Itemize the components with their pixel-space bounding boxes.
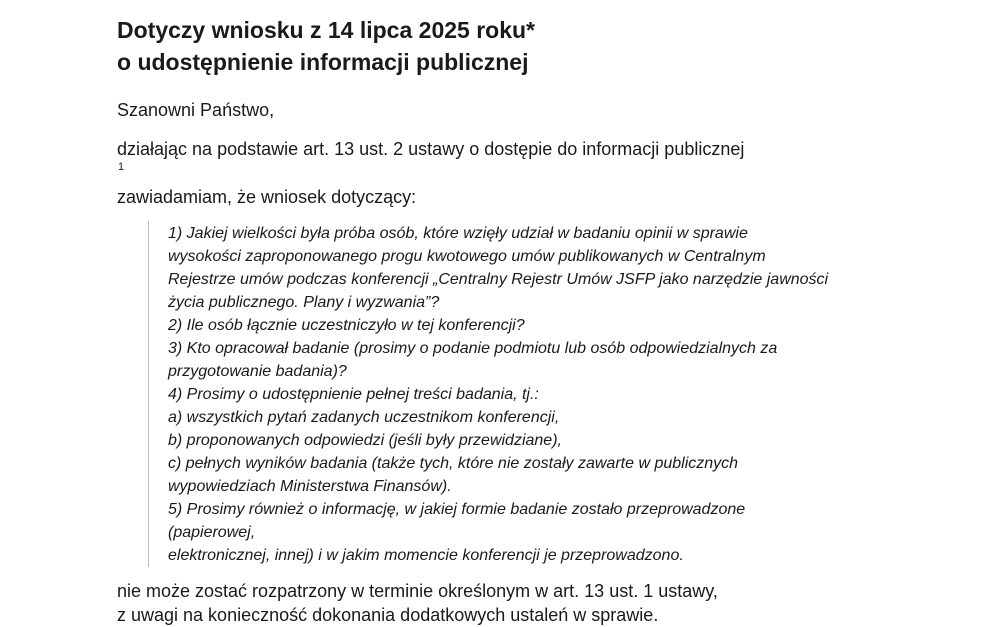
- footnote-marker: 1: [118, 161, 125, 173]
- quoted-request-line: Rejestrze umów podczas konferencji „Centralny Rejestr Umów JSFP jako narzędzie jawności: [168, 271, 829, 288]
- quoted-request-line: 1) Jakiej wielkości była próba osób, które wzięły udział w badaniu opinii w sprawie: [168, 225, 748, 242]
- quoted-request-line: b) proponowanych odpowiedzi (jeśli były przewidziane),: [168, 432, 562, 449]
- greeting: Szanowni Państwo,: [117, 100, 275, 120]
- quoted-request-line: życia publicznego. Plany i wyzwania”?: [168, 294, 440, 311]
- intro-line: zawiadamiam, że wniosek dotyczący:: [117, 187, 417, 207]
- quoted-request-line: wysokości zaproponowanego progu kwotowego umów publikowanych w Centralnym: [168, 248, 766, 265]
- quoted-request-line: 5) Prosimy również o informację, w jakiej formie badanie zostało przeprowadzone: [168, 501, 746, 518]
- quoted-request-line: elektronicznej, innej) i w jakim momencie konferencji je przeprowadzono.: [168, 547, 684, 564]
- quoted-request: [148, 221, 868, 567]
- intro-text: działając na podstawie art. 13 ust. 2 ustawy o dostępie do informacji publicznej: [117, 139, 745, 159]
- letter-title-line: Dotyczy wniosku z 14 lipca 2025 roku*: [117, 17, 535, 43]
- outro-line: z uwagi na konieczność dokonania dodatkowych ustaleń w sprawie.: [117, 605, 659, 625]
- intro-line: [117, 137, 897, 185]
- letter-title: [117, 14, 897, 78]
- quoted-request-line: (papierowej,: [168, 524, 256, 541]
- outro-paragraph: [117, 579, 897, 627]
- intro-paragraph: [117, 137, 897, 209]
- quoted-request-line: 4) Prosimy o udostępnienie pełnej treści badania, tj.:: [168, 386, 539, 403]
- outro-line: nie może zostać rozpatrzony w terminie określonym w art. 13 ust. 1 ustawy,: [117, 581, 718, 601]
- quoted-request-line: c) pełnych wyników badania (także tych, które nie zostały zawarte w publicznych: [168, 455, 739, 472]
- letter-body: [117, 14, 897, 627]
- letter-title-line: o udostępnienie informacji publicznej: [117, 49, 529, 75]
- quoted-request-line: a) wszystkich pytań zadanych uczestnikom konferencji,: [168, 409, 560, 426]
- quoted-request-line: wypowiedziach Ministerstwa Finansów).: [168, 478, 452, 495]
- quoted-request-line: 3) Kto opracował badanie (prosimy o podanie podmiotu lub osób odpowiedzialnych za: [168, 340, 778, 357]
- quoted-request-line: 2) Ile osób łącznie uczestniczyło w tej konferencji?: [168, 317, 525, 334]
- quoted-request-line: przygotowanie badania)?: [168, 363, 347, 380]
